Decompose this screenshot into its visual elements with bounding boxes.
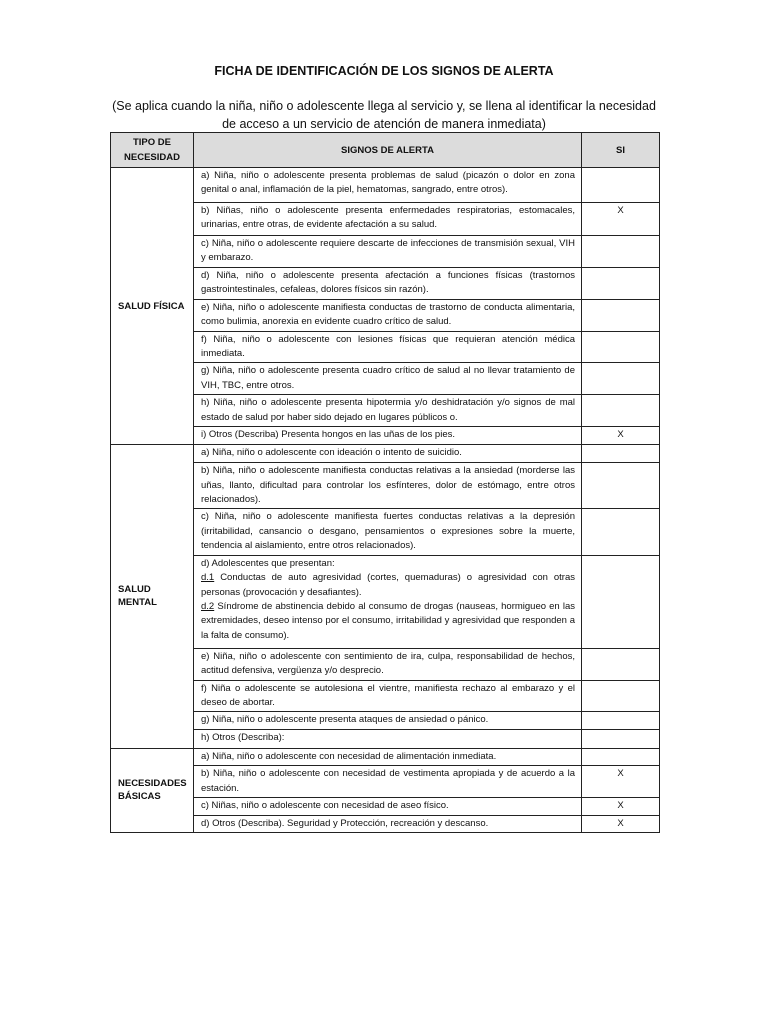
sign-row: f) Niña o adolescente se autolesiona el vientre, manifiesta rechazo al embarazo y el deseo de abortar.	[194, 680, 582, 712]
sign-row: c) Niñas, niño o adolescente con necesidad de aseo físico.	[194, 798, 582, 815]
sign-row: f) Niña, niño o adolescente con lesiones físicas que requieran atención médica inmediata.	[194, 331, 582, 363]
sign-subitem-d1	[201, 571, 575, 600]
header-si: SI	[582, 133, 660, 168]
sign-row: h) Niña, niño o adolescente presenta hipotermia y/o deshidratación y/o signos de mal estado de salud por haber sido dejado en lugares públicos o.	[194, 395, 582, 427]
si-mark[interactable]	[582, 363, 660, 395]
si-mark[interactable]: X	[582, 427, 660, 445]
sign-row: c) Niña, niño o adolescente requiere descarte de infecciones de transmisión sexual, VIH y embarazo.	[194, 236, 582, 268]
header-signos-alerta: SIGNOS DE ALERTA	[194, 133, 582, 168]
si-mark[interactable]	[582, 236, 660, 268]
sign-row: b) Niña, niño o adolescente con necesidad de vestimenta apropiada y de acuerdo a la estación.	[194, 766, 582, 798]
si-mark[interactable]	[582, 555, 660, 648]
alert-signs-table	[110, 132, 660, 833]
si-mark[interactable]: X	[582, 798, 660, 815]
si-mark[interactable]	[582, 729, 660, 748]
sign-row: h) Otros (Describa):	[194, 729, 582, 748]
document-subtitle: (Se aplica cuando la niña, niño o adolescente llega al servicio y, se llena al identificar la necesidad de acceso a un servicio de atención de manera inmediata)	[112, 99, 656, 131]
si-mark[interactable]	[582, 331, 660, 363]
sign-row-multi	[194, 555, 582, 648]
category-necesidades-basicas: NECESIDADES BÁSICAS	[111, 748, 194, 832]
si-mark[interactable]	[582, 509, 660, 555]
si-mark[interactable]	[582, 712, 660, 729]
sign-row: c) Niña, niño o adolescente manifiesta fuertes conductas relativas a la depresión (irritabilidad, cansancio o desgano, pensamientos o expresiones sobre la muerte, tendencia al aislamiento, entre otros relacionados).	[194, 509, 582, 555]
sign-row: g) Niña, niño o adolescente presenta ataques de ansiedad o pánico.	[194, 712, 582, 729]
sign-row: a) Niña, niño o adolescente con ideación o intento de suicidio.	[194, 445, 582, 463]
sign-row: a) Niña, niño o adolescente presenta problemas de salud (picazón o dolor en zona genital o anal, inflamación de la piel, hematomas, sangrado, entre otros).	[194, 168, 582, 203]
sign-row: i) Otros (Describa) Presenta hongos en las uñas de los pies.	[194, 427, 582, 445]
category-salud-mental: SALUD MENTAL	[111, 445, 194, 748]
document-title: FICHA DE IDENTIFICACIÓN DE LOS SIGNOS DE ALERTA	[214, 64, 554, 78]
sign-row-intro: d) Adolescentes que presentan:	[201, 557, 335, 569]
sign-row: b) Niñas, niño o adolescente presenta enfermedades respiratorias, estomacales, urinarias, entre otras, de evidente afectación a su salud.	[194, 203, 582, 236]
si-mark[interactable]	[582, 680, 660, 712]
si-mark[interactable]: X	[582, 203, 660, 236]
si-mark[interactable]	[582, 395, 660, 427]
si-mark[interactable]: X	[582, 766, 660, 798]
sign-subitem-d1-label: d.1	[201, 572, 215, 584]
header-tipo-necesidad: TIPO DE NECESIDAD	[111, 133, 194, 168]
sign-row: d) Niña, niño o adolescente presenta afectación a funciones físicas (trastornos gastrointestinales, cefaleas, dolores físicos sin razón).	[194, 267, 582, 299]
sign-row: e) Niña, niño o adolescente manifiesta conductas de trastorno de conducta alimentaria, como bulimia, anorexia en evidente cuadro crítico de salud.	[194, 299, 582, 331]
si-mark[interactable]	[582, 299, 660, 331]
si-mark[interactable]	[582, 445, 660, 463]
si-mark[interactable]	[582, 748, 660, 765]
si-mark[interactable]	[582, 648, 660, 680]
sign-subitem-d2-label: d.2	[201, 600, 215, 612]
category-salud-fisica: SALUD FÍSICA	[111, 168, 194, 445]
si-mark[interactable]	[582, 267, 660, 299]
sign-row: a) Niña, niño o adolescente con necesidad de alimentación inmediata.	[194, 748, 582, 765]
sign-row: b) Niña, niño o adolescente manifiesta conductas relativas a la ansiedad (morderse las uñas, llanto, dificultad para controlar los esfínteres, dolor de estómago, entre otros relacionados).	[194, 463, 582, 509]
si-mark[interactable]: X	[582, 815, 660, 832]
sign-subitem-d2-text: Síndrome de abstinencia debido al consumo de drogas (nauseas, hormigueo en las extremidades, deseo intenso por el consumo, irritabilidad y agresividad que responden a la falta de consumo).	[201, 600, 575, 641]
sign-subitem-d2	[201, 600, 575, 643]
sign-row: g) Niña, niño o adolescente presenta cuadro crítico de salud al no llevar tratamiento de VIH, TBC, entre otros.	[194, 363, 582, 395]
sign-row: e) Niña, niño o adolescente con sentimiento de ira, culpa, responsabilidad de hechos, actitud defensiva, vergüenza y/o desprecio.	[194, 648, 582, 680]
si-mark[interactable]	[582, 463, 660, 509]
sign-subitem-d1-text: Conductas de auto agresividad (cortes, quemaduras) o agresividad con otras personas (provocación y desafiantes).	[201, 572, 575, 598]
sign-row: d) Otros (Describa). Seguridad y Protección, recreación y descanso.	[194, 815, 582, 832]
si-mark[interactable]	[582, 168, 660, 203]
